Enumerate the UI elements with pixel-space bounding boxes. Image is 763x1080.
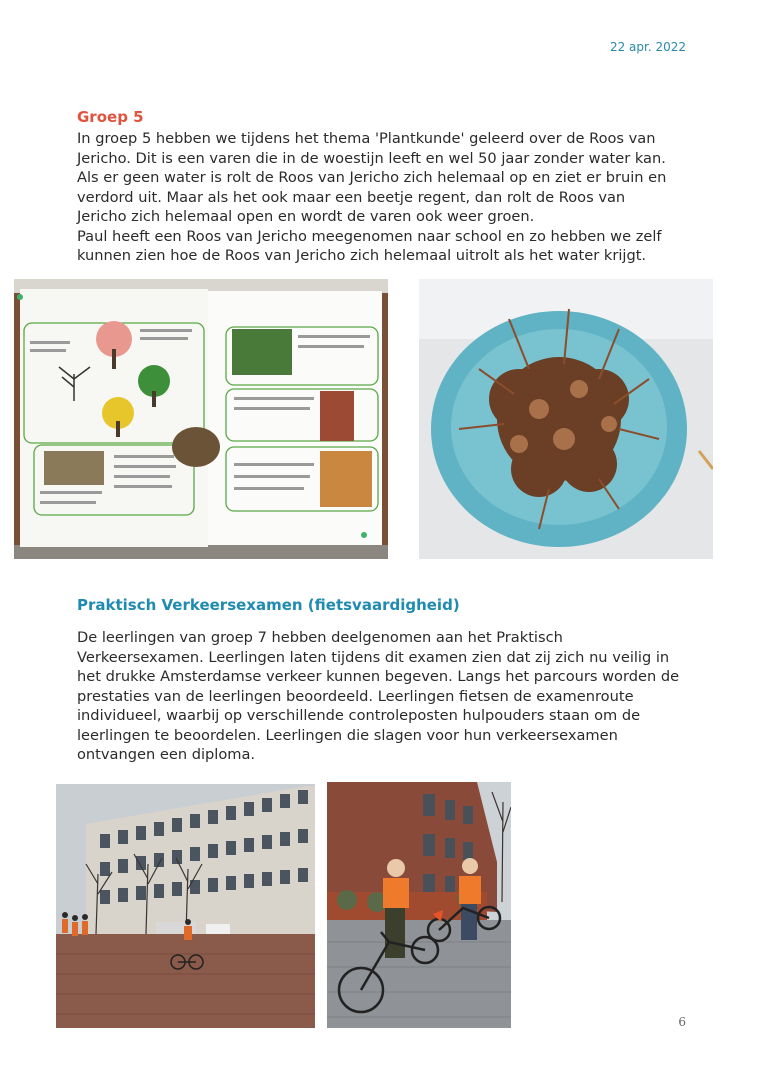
text-line: In groep 5 hebben we tijdens het thema 'Plantkunde' geleerd over de Roos van	[77, 130, 656, 147]
text-line: individueel, waarbij op verschillende controleposten hulpouders staan om de	[77, 707, 641, 724]
page-date: 22 apr. 2022	[609, 40, 686, 54]
text-line: Als er geen water is rolt de Roos van Jericho zich helemaal op en ziet er bruin en	[77, 169, 667, 186]
section-heading-groep5: Groep 5	[77, 108, 144, 126]
text-line: Jericho zich helemaal open en wordt de varen ook weer groen.	[77, 208, 535, 225]
page-number: 6	[678, 1015, 686, 1029]
traffic-exam-street-photo	[56, 784, 315, 1028]
section-heading-verkeersexamen: Praktisch Verkeersexamen (fietsvaardigheid)	[77, 596, 460, 614]
students-on-bikes-photo	[327, 782, 511, 1028]
text-line: het drukke Amsterdamse verkeer kunnen begeven. Langs het parcours worden de	[77, 668, 680, 685]
worksheet-photo	[14, 279, 388, 559]
text-line: De leerlingen van groep 7 hebben deelgenomen aan het Praktisch	[77, 629, 563, 646]
text-line: Verkeersexamen. Leerlingen laten tijdens dit examen zien dat zij zich nu veilig in	[77, 648, 670, 666]
text-line: Jericho. Dit is een varen die in de woestijn leeft en wel 50 jaar zonder water kan.	[77, 149, 666, 167]
text-line: prestaties van de leerlingen beoordeeld. Leerlingen fietsen de examenroute	[77, 687, 634, 705]
section-body-groep5	[77, 129, 697, 266]
rose-of-jericho-photo	[419, 279, 713, 559]
text-line: verdord uit. Maar als het ook maar een beetje regent, dan rolt de Roos van	[77, 188, 626, 206]
text-line: kunnen zien hoe de Roos van Jericho zich helemaal uitrolt als het water krijgt.	[77, 247, 647, 264]
text-line: Paul heeft een Roos van Jericho meegenomen naar school en zo hebben we zelf	[77, 227, 662, 245]
text-line: ontvangen een diploma.	[77, 746, 256, 763]
section-body-verkeersexamen	[77, 628, 697, 765]
text-line: leerlingen te beoordelen. Leerlingen die slagen voor hun verkeersexamen	[77, 726, 618, 744]
